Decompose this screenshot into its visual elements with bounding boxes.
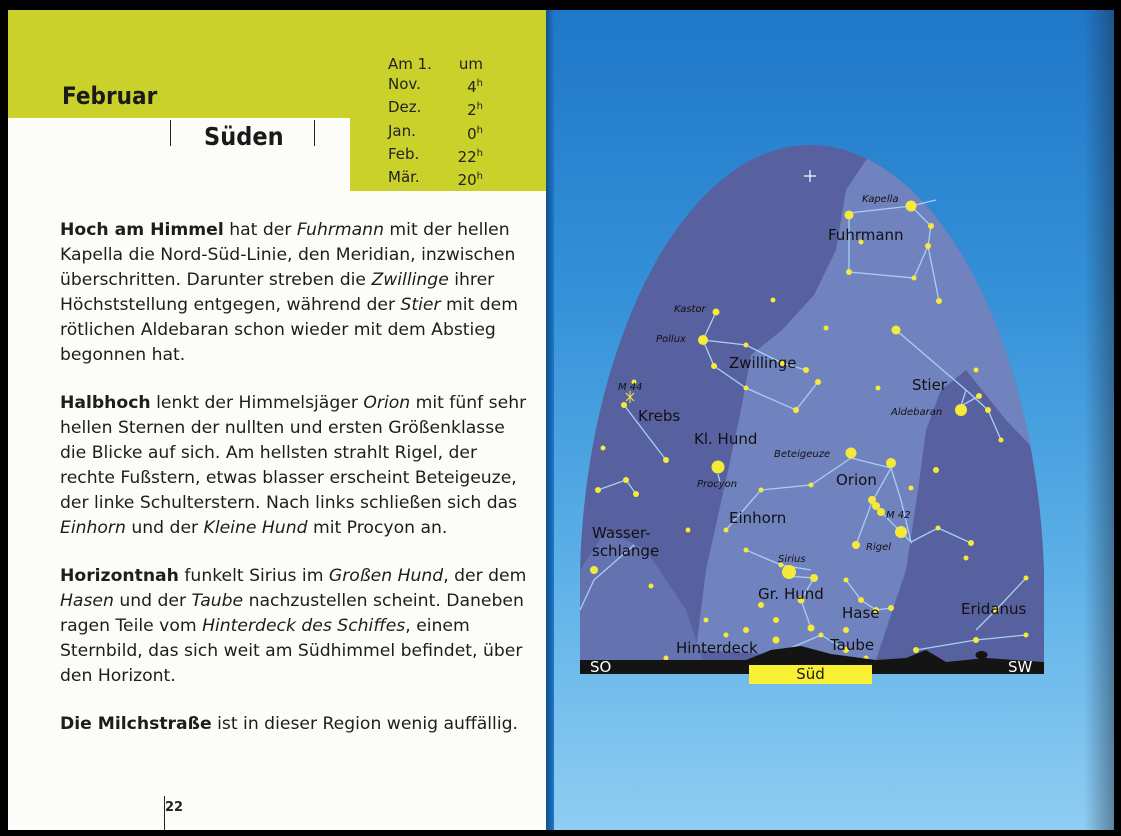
times-month: Feb. bbox=[388, 144, 420, 163]
paragraph-high: Hoch am Himmel hat der Fuhrmann mit der hellen Kapella die Nord-Süd-Linie, den Meridian, inzwischen überschritten. Darunter streben die Zwillinge ihrer Höchststellung entgegen, während der Stier mit dem rötlichen Aldebaran schon wieder mit dem Abstieg begonnen hat. bbox=[60, 220, 518, 365]
label-stier: Stier bbox=[912, 376, 947, 394]
paragraph-milky-way: Die Milchstraße ist in dieser Region wenig auffällig. bbox=[60, 714, 518, 734]
horizon-sw: SW bbox=[1008, 658, 1033, 676]
month-title: Februar bbox=[62, 82, 158, 110]
label-fuhrmann: Fuhrmann bbox=[828, 226, 904, 244]
horizon-south-label: Süd bbox=[749, 665, 872, 684]
direction-tab bbox=[8, 118, 350, 191]
label-zwillinge: Zwillinge bbox=[729, 354, 797, 372]
page-number: 22 bbox=[165, 800, 184, 815]
times-hour: 4$^h$ bbox=[467, 78, 483, 97]
star-map bbox=[546, 10, 1114, 830]
times-row bbox=[388, 74, 483, 97]
label-hinterdeck: Hinterdeck bbox=[676, 639, 758, 657]
label-orion: Orion bbox=[836, 471, 877, 489]
label-gr-hund: Gr. Hund bbox=[758, 585, 824, 603]
times-hour: 2$^h$ bbox=[467, 101, 483, 120]
star-beteigeuze bbox=[846, 448, 857, 459]
tick-left bbox=[170, 120, 171, 146]
label-krebs: Krebs bbox=[638, 407, 681, 425]
star-kapella bbox=[906, 201, 917, 212]
right-page bbox=[546, 10, 1114, 830]
label-wasserschlange-1: Wasser- bbox=[592, 524, 651, 542]
label-procyon: Procyon bbox=[697, 479, 738, 490]
label-hase: Hase bbox=[842, 604, 880, 622]
label-m42: M 42 bbox=[886, 510, 911, 521]
tick-right bbox=[314, 120, 315, 146]
times-hour: 20$^h$ bbox=[457, 171, 483, 190]
label-kapella: Kapella bbox=[862, 194, 899, 205]
times-header-time: um bbox=[458, 55, 483, 73]
star-procyon bbox=[712, 461, 725, 474]
times-month: Mär. bbox=[388, 168, 420, 187]
horizon-so: SO bbox=[590, 658, 612, 676]
times-row bbox=[388, 167, 483, 190]
star-sirius bbox=[782, 565, 796, 579]
body-text bbox=[60, 218, 530, 760]
times-hour: 22$^h$ bbox=[457, 147, 483, 166]
times-header bbox=[388, 54, 483, 74]
times-row bbox=[388, 121, 483, 144]
label-kastor: Kastor bbox=[674, 304, 706, 315]
paragraph-horizon: Horizontnah funkelt Sirius im Großen Hund, der dem Hasen und der Taube nachzustellen scheint. Daneben ragen Teile vom Hinterdeck des Schiffes, einem Sternbild, das sich weit am Südhimmel befindet, über den Horizont. bbox=[60, 566, 527, 686]
star-aldebaran bbox=[955, 404, 967, 416]
times-header-date: Am 1. bbox=[388, 55, 432, 73]
label-sirius: Sirius bbox=[778, 554, 806, 565]
label-m44: M 44 bbox=[618, 382, 643, 393]
label-taube: Taube bbox=[830, 636, 875, 654]
label-wasserschlange-2: schlange bbox=[592, 542, 660, 560]
star-pollux bbox=[698, 335, 708, 345]
times-row bbox=[388, 97, 483, 120]
label-einhorn: Einhorn bbox=[729, 509, 787, 527]
label-aldebaran: Aldebaran bbox=[891, 407, 943, 418]
left-page bbox=[8, 10, 546, 830]
label-kl-hund: Kl. Hund bbox=[694, 430, 758, 448]
label-pollux: Pollux bbox=[656, 334, 686, 345]
times-hour: 0$^h$ bbox=[467, 124, 483, 143]
times-month: Dez. bbox=[388, 98, 422, 117]
observation-times bbox=[388, 54, 483, 190]
times-month: Nov. bbox=[388, 75, 421, 94]
star-kastor bbox=[713, 309, 720, 316]
label-rigel: Rigel bbox=[866, 542, 892, 553]
times-month: Jan. bbox=[388, 121, 416, 140]
paragraph-half-high: Halbhoch lenkt der Himmelsjäger Orion mit fünf sehr hellen Sternen der nullten und ersten Größenklasse die Blicke auf sich. Am hellsten strahlt Rigel, der rechte Fußstern, etwas blasser erscheint Beteigeuze, der linke Schulterstern. Nach links schließen sich das Einhorn und der Kleine Hund mit Procyon an. bbox=[60, 393, 527, 538]
star-rigel bbox=[895, 526, 907, 538]
label-eridanus: Eridanus bbox=[961, 600, 1027, 618]
times-row bbox=[388, 144, 483, 167]
label-beteigeuze: Beteigeuze bbox=[774, 449, 831, 460]
direction-title: Süden bbox=[204, 122, 284, 151]
